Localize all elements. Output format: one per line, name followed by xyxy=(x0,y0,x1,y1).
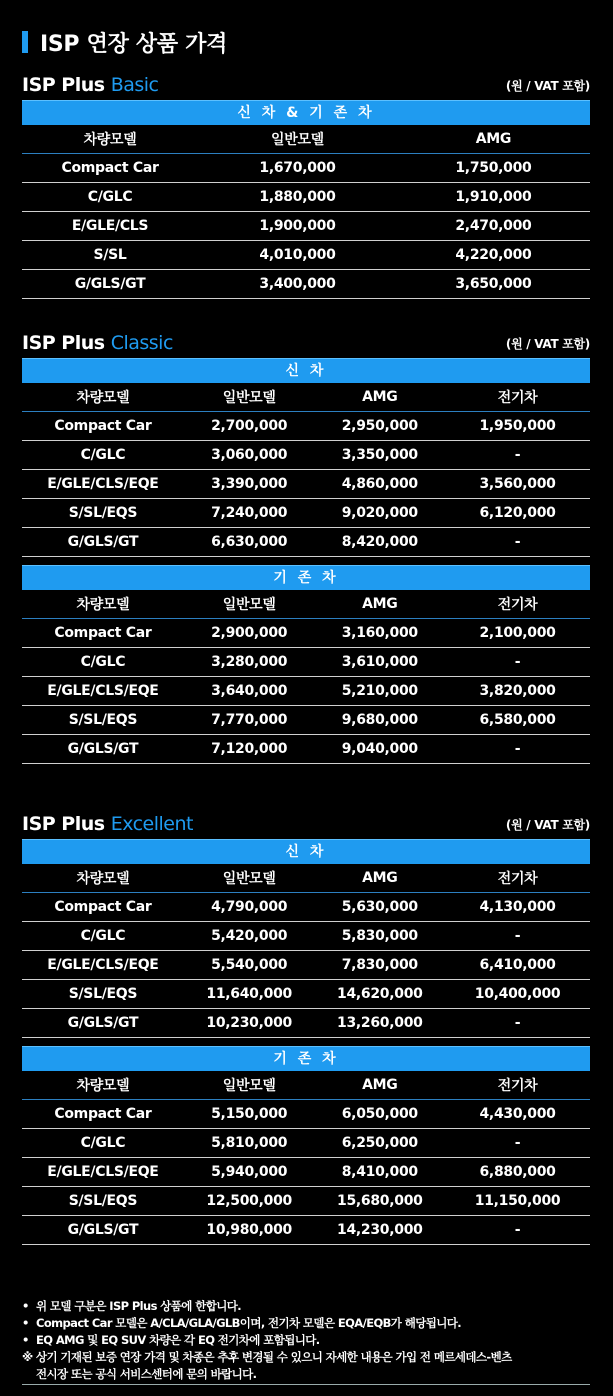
footnotes xyxy=(22,1298,590,1383)
footnote: 전시장 또는 공식 서비스센터에 문의 바랍니다. xyxy=(36,1367,257,1381)
model-cell: S/SL/EQS xyxy=(22,980,184,1009)
price-cell: 6,120,000 xyxy=(445,499,590,528)
model-cell: S/SL/EQS xyxy=(22,499,184,528)
table-row xyxy=(22,980,590,1009)
price-cell: 10,230,000 xyxy=(184,1009,315,1038)
model-cell: C/GLC xyxy=(22,648,184,677)
price-cell: 3,060,000 xyxy=(184,441,315,470)
section-title: ISP Plus Basic xyxy=(22,74,159,96)
table-row xyxy=(22,1009,590,1038)
model-cell: S/SL xyxy=(22,241,198,270)
price-cell: 13,260,000 xyxy=(315,1009,446,1038)
price-cell: 1,750,000 xyxy=(397,154,590,183)
model-cell: Compact Car xyxy=(22,619,184,648)
table-row xyxy=(22,154,590,183)
footnote: ※ 상기 기재된 보증 연장 가격 및 차종은 추후 변경될 수 있으니 자세한 내용은 가입 전 메르세데스-벤츠 xyxy=(22,1350,512,1364)
table-row xyxy=(22,1187,590,1216)
model-cell: Compact Car xyxy=(22,412,184,441)
price-cell: 5,420,000 xyxy=(184,922,315,951)
price-cell: 4,860,000 xyxy=(315,470,446,499)
category-band-existing: 기 존 차 xyxy=(22,1046,590,1071)
table-row xyxy=(22,528,590,557)
price-cell: 1,670,000 xyxy=(198,154,397,183)
price-cell: 9,040,000 xyxy=(315,735,446,764)
table-header-row xyxy=(22,383,590,412)
model-cell: E/GLE/CLS xyxy=(22,212,198,241)
price-cell: 6,410,000 xyxy=(445,951,590,980)
footnote: • EQ AMG 및 EQ SUV 차량은 각 EQ 전기차에 포함됩니다. xyxy=(22,1333,320,1347)
price-cell: 1,900,000 xyxy=(198,212,397,241)
model-cell: Compact Car xyxy=(22,893,184,922)
col-header: 전기차 xyxy=(445,383,590,412)
price-cell: 5,810,000 xyxy=(184,1129,315,1158)
price-cell: 7,240,000 xyxy=(184,499,315,528)
model-cell: C/GLC xyxy=(22,441,184,470)
section-title: ISP Plus Excellent xyxy=(22,813,193,835)
model-cell: E/GLE/CLS/EQE xyxy=(22,677,184,706)
price-cell: - xyxy=(445,1216,590,1245)
price-cell: 5,150,000 xyxy=(184,1100,315,1129)
price-cell: 3,650,000 xyxy=(397,270,590,299)
price-cell: 12,500,000 xyxy=(184,1187,315,1216)
price-cell: 6,580,000 xyxy=(445,706,590,735)
table-row xyxy=(22,183,590,212)
price-cell: 4,130,000 xyxy=(445,893,590,922)
section-isp-plus-excellent xyxy=(22,811,590,1245)
price-cell: 2,950,000 xyxy=(315,412,446,441)
table-header-row xyxy=(22,864,590,893)
price-cell: 11,640,000 xyxy=(184,980,315,1009)
price-cell: - xyxy=(445,735,590,764)
price-cell: - xyxy=(445,528,590,557)
model-cell: Compact Car xyxy=(22,154,198,183)
unit-label: (원 / VAT 포함) xyxy=(505,79,590,93)
price-cell: 1,880,000 xyxy=(198,183,397,212)
price-cell: 15,680,000 xyxy=(315,1187,446,1216)
price-cell: 14,230,000 xyxy=(315,1216,446,1245)
price-cell: 2,100,000 xyxy=(445,619,590,648)
price-cell: 3,160,000 xyxy=(315,619,446,648)
price-cell: - xyxy=(445,648,590,677)
price-cell: 6,630,000 xyxy=(184,528,315,557)
price-cell: 3,390,000 xyxy=(184,470,315,499)
price-cell: 3,280,000 xyxy=(184,648,315,677)
col-header: 일반모델 xyxy=(184,864,315,893)
category-band-existing: 기 존 차 xyxy=(22,565,590,590)
price-cell: 5,630,000 xyxy=(315,893,446,922)
table-header-row xyxy=(22,590,590,619)
price-cell: 3,820,000 xyxy=(445,677,590,706)
table-row xyxy=(22,735,590,764)
footnote: • Compact Car 모델은 A/CLA/GLA/GLB이며, 전기차 모델은 EQA/EQB가 해당됩니다. xyxy=(22,1316,462,1330)
table-row xyxy=(22,412,590,441)
bottom-divider xyxy=(22,1384,590,1385)
price-cell: 7,120,000 xyxy=(184,735,315,764)
price-cell: 3,560,000 xyxy=(445,470,590,499)
table-row xyxy=(22,1100,590,1129)
price-cell: 6,050,000 xyxy=(315,1100,446,1129)
price-cell: 5,540,000 xyxy=(184,951,315,980)
col-header: 전기차 xyxy=(445,590,590,619)
price-cell: 5,940,000 xyxy=(184,1158,315,1187)
table-row xyxy=(22,1129,590,1158)
price-cell: 9,680,000 xyxy=(315,706,446,735)
model-cell: C/GLC xyxy=(22,183,198,212)
price-table-classic-existing xyxy=(22,590,590,764)
price-cell: 6,880,000 xyxy=(445,1158,590,1187)
price-table-excellent-new xyxy=(22,864,590,1038)
price-cell: 4,430,000 xyxy=(445,1100,590,1129)
table-header-row xyxy=(22,1071,590,1100)
price-cell: 4,010,000 xyxy=(198,241,397,270)
table-row xyxy=(22,893,590,922)
model-cell: C/GLC xyxy=(22,922,184,951)
section-title: ISP Plus Classic xyxy=(22,332,173,354)
col-header: AMG xyxy=(315,1071,446,1100)
page-title: ISP 연장 상품 가격 xyxy=(22,28,227,56)
model-cell: G/GLS/GT xyxy=(22,528,184,557)
col-header: 일반모델 xyxy=(184,1071,315,1100)
section-header xyxy=(22,811,590,835)
col-header: 차량모델 xyxy=(22,864,184,893)
model-cell: S/SL/EQS xyxy=(22,1187,184,1216)
price-cell: 7,830,000 xyxy=(315,951,446,980)
unit-label: (원 / VAT 포함) xyxy=(505,337,590,351)
price-table-excellent-existing xyxy=(22,1071,590,1245)
price-cell: 3,610,000 xyxy=(315,648,446,677)
col-header: 차량모델 xyxy=(22,125,198,154)
table-row xyxy=(22,648,590,677)
price-cell: 3,640,000 xyxy=(184,677,315,706)
model-cell: G/GLS/GT xyxy=(22,1009,184,1038)
category-band-new: 신 차 xyxy=(22,358,590,383)
price-cell: 1,950,000 xyxy=(445,412,590,441)
col-header: AMG xyxy=(397,125,590,154)
table-row xyxy=(22,1158,590,1187)
unit-label: (원 / VAT 포함) xyxy=(505,818,590,832)
col-header: 일반모델 xyxy=(184,383,315,412)
price-cell: - xyxy=(445,1009,590,1038)
section-isp-plus-classic xyxy=(22,330,590,764)
price-cell: 5,210,000 xyxy=(315,677,446,706)
price-cell: 10,400,000 xyxy=(445,980,590,1009)
price-cell: 4,220,000 xyxy=(397,241,590,270)
price-cell: 5,830,000 xyxy=(315,922,446,951)
section-header xyxy=(22,330,590,354)
price-cell: 2,700,000 xyxy=(184,412,315,441)
table-header-row xyxy=(22,125,590,154)
col-header: 전기차 xyxy=(445,864,590,893)
price-cell: - xyxy=(445,441,590,470)
col-header: 일반모델 xyxy=(198,125,397,154)
table-row xyxy=(22,470,590,499)
price-cell: 1,910,000 xyxy=(397,183,590,212)
col-header: 차량모델 xyxy=(22,590,184,619)
price-cell: 2,470,000 xyxy=(397,212,590,241)
price-cell: 14,620,000 xyxy=(315,980,446,1009)
price-cell: 6,250,000 xyxy=(315,1129,446,1158)
col-header: 차량모델 xyxy=(22,383,184,412)
section-header xyxy=(22,72,590,96)
table-row xyxy=(22,241,590,270)
price-cell: 7,770,000 xyxy=(184,706,315,735)
model-cell: E/GLE/CLS/EQE xyxy=(22,1158,184,1187)
price-cell: 2,900,000 xyxy=(184,619,315,648)
table-row xyxy=(22,677,590,706)
model-cell: G/GLS/GT xyxy=(22,270,198,299)
section-isp-plus-basic xyxy=(22,72,590,299)
price-cell: 9,020,000 xyxy=(315,499,446,528)
price-cell: 4,790,000 xyxy=(184,893,315,922)
footnote: • 위 모델 구분은 ISP Plus 상품에 한합니다. xyxy=(22,1299,241,1313)
price-cell: 3,400,000 xyxy=(198,270,397,299)
table-row xyxy=(22,706,590,735)
model-cell: Compact Car xyxy=(22,1100,184,1129)
price-cell: - xyxy=(445,1129,590,1158)
col-header: 일반모델 xyxy=(184,590,315,619)
title-accent-bar xyxy=(22,31,28,53)
col-header: AMG xyxy=(315,383,446,412)
col-header: 전기차 xyxy=(445,1071,590,1100)
col-header: AMG xyxy=(315,864,446,893)
price-cell: 3,350,000 xyxy=(315,441,446,470)
category-band-new: 신 차 xyxy=(22,839,590,864)
model-cell: S/SL/EQS xyxy=(22,706,184,735)
table-row xyxy=(22,619,590,648)
table-row xyxy=(22,951,590,980)
price-table-basic xyxy=(22,125,590,299)
price-cell: 8,410,000 xyxy=(315,1158,446,1187)
price-cell: 8,420,000 xyxy=(315,528,446,557)
table-row xyxy=(22,441,590,470)
category-band: 신 차 & 기 존 차 xyxy=(22,100,590,125)
model-cell: C/GLC xyxy=(22,1129,184,1158)
table-row xyxy=(22,922,590,951)
col-header: AMG xyxy=(315,590,446,619)
table-row xyxy=(22,270,590,299)
table-row xyxy=(22,499,590,528)
model-cell: E/GLE/CLS/EQE xyxy=(22,470,184,499)
price-cell: - xyxy=(445,922,590,951)
col-header: 차량모델 xyxy=(22,1071,184,1100)
price-cell: 11,150,000 xyxy=(445,1187,590,1216)
table-row xyxy=(22,212,590,241)
price-cell: 10,980,000 xyxy=(184,1216,315,1245)
model-cell: G/GLS/GT xyxy=(22,1216,184,1245)
model-cell: G/GLS/GT xyxy=(22,735,184,764)
price-table-classic-new xyxy=(22,383,590,557)
model-cell: E/GLE/CLS/EQE xyxy=(22,951,184,980)
table-row xyxy=(22,1216,590,1245)
